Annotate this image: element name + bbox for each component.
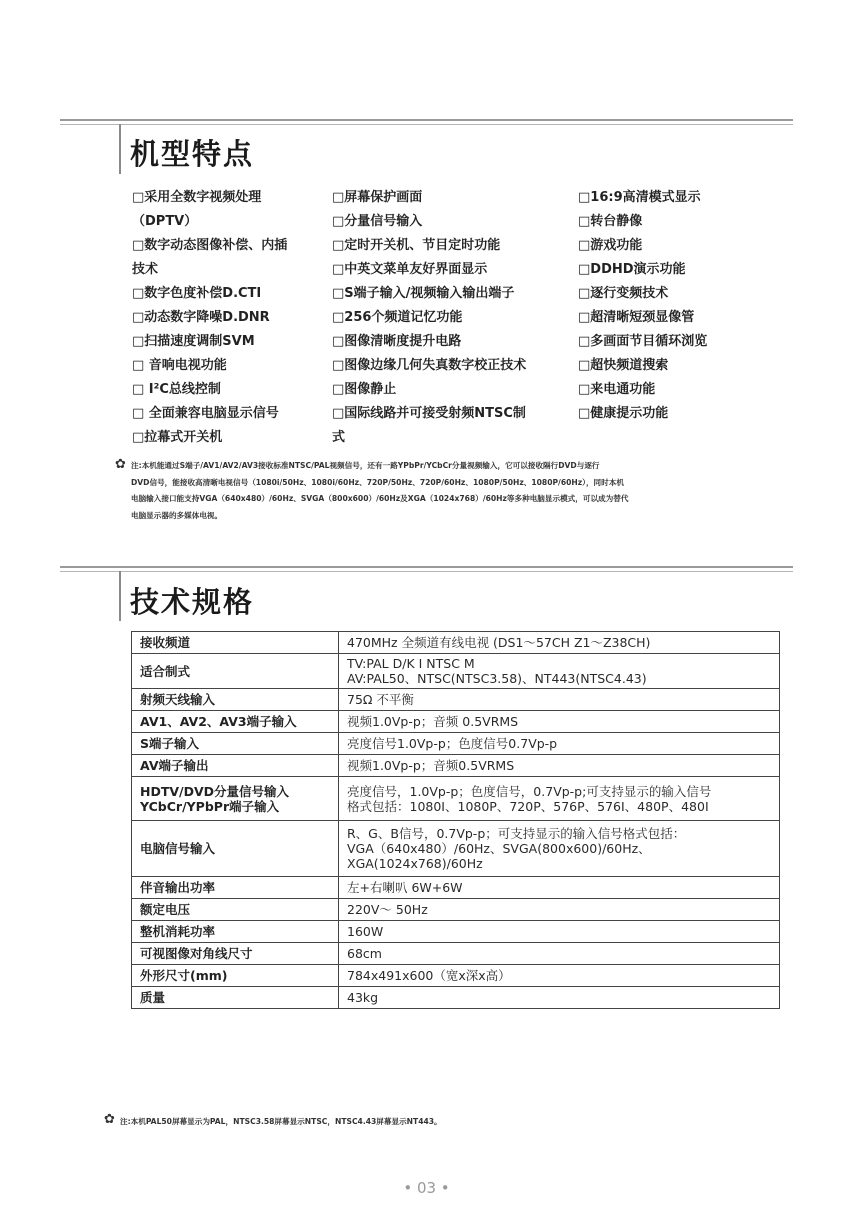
feature-item: □图像清晰度提升电路 xyxy=(332,334,462,349)
spec-label-line: HDTV/DVD分量信号输入 xyxy=(140,783,290,799)
spec-value xyxy=(339,877,780,899)
spec-value xyxy=(339,689,780,711)
note-line: 电脑显示器的多媒体电视。 xyxy=(131,510,223,520)
spec-row xyxy=(132,877,780,899)
feature-item: □ 全面兼容电脑显示信号 xyxy=(132,406,279,421)
spec-label-line: AV1、AV2、AV3端子输入 xyxy=(140,714,297,729)
flower-icon: ✿ xyxy=(115,457,126,472)
spec-value xyxy=(339,943,780,965)
feature-item: □动态数字降噪D.DNR xyxy=(132,310,270,325)
spec-row xyxy=(132,987,780,1009)
feature-item: □健康提示功能 xyxy=(578,406,669,421)
feature-item: □图像边缘几何失真数字校正技术 xyxy=(332,358,527,373)
spec-row xyxy=(132,899,780,921)
spec-label xyxy=(132,755,339,777)
specs-title: 技术规格 xyxy=(130,585,255,619)
spec-value-line: 220V～ 50Hz xyxy=(347,902,428,917)
feature-item: □图像静止 xyxy=(332,382,397,397)
spec-value-line: 左+右喇叭 6W+6W xyxy=(347,880,463,895)
spec-value-line: AV:PAL50、NTSC(NTSC3.58)、NT443(NTSC4.43) xyxy=(347,671,647,686)
feature-item: □采用全数字视频处理 xyxy=(132,190,262,205)
spec-row xyxy=(132,943,780,965)
spec-value-line: XGA(1024x768)/60Hz xyxy=(347,856,483,871)
title-accent-bar xyxy=(119,571,121,621)
feature-item: 式 xyxy=(332,430,346,445)
spec-row xyxy=(132,755,780,777)
spec-value xyxy=(339,711,780,733)
feature-item: □国际线路并可接受射频NTSC制 xyxy=(332,406,526,421)
spec-label xyxy=(132,777,339,821)
spec-value-line: 43kg xyxy=(347,990,379,1005)
feature-item: □定时开关机、节目定时功能 xyxy=(332,238,501,253)
spec-value xyxy=(339,821,780,877)
spec-value xyxy=(339,965,780,987)
spec-row xyxy=(132,821,780,877)
feature-item: □中英文菜单友好界面显示 xyxy=(332,262,488,277)
feature-item: □超清晰短颈显像管 xyxy=(578,310,695,325)
spec-value-line: 75Ω 不平衡 xyxy=(347,692,414,707)
spec-row xyxy=(132,654,780,689)
spec-label-line: 外形尺寸(mm) xyxy=(140,968,228,983)
spec-label-line: 可视图像对角线尺寸 xyxy=(140,946,253,961)
spec-label xyxy=(132,654,339,689)
spec-label-line: 整机消耗功率 xyxy=(140,924,216,939)
page-number: • 03 • xyxy=(403,1179,450,1197)
specs-note: 注:本机PAL50屏幕显示为PAL，NTSC3.58屏幕显示NTSC，NTSC4.43屏幕显示NT443。 xyxy=(120,1117,442,1126)
spec-label xyxy=(132,733,339,755)
spec-label xyxy=(132,965,339,987)
spec-value-line: R、G、B信号，0.7Vp-p；可支持显示的输入信号格式包括： xyxy=(347,826,686,841)
spec-label-line: 适合制式 xyxy=(140,663,191,679)
spec-value-line: 亮度信号，1.0Vp-p；色度信号，0.7Vp-p;可支持显示的输入信号 xyxy=(347,783,712,799)
spec-label xyxy=(132,921,339,943)
features-column-2 xyxy=(332,186,526,450)
spec-label xyxy=(132,711,339,733)
feature-item: 技术 xyxy=(132,262,159,277)
feature-item: □扫描速度调制SVM xyxy=(132,334,255,349)
spec-value-line: 784x491x600（宽x深x高） xyxy=(347,968,511,983)
feature-item: □16:9高清模式显示 xyxy=(578,190,701,205)
spec-label-line: AV端子输出 xyxy=(140,758,209,773)
specs-table xyxy=(131,631,780,1009)
spec-row xyxy=(132,965,780,987)
feature-item: □数字色度补偿D.CTI xyxy=(132,286,262,301)
spec-value-line: 160W xyxy=(347,924,384,939)
feature-item: □拉幕式开关机 xyxy=(132,430,223,445)
flower-icon: ✿ xyxy=(104,1112,115,1127)
spec-value-line: 视频1.0Vp-p；音频 0.5VRMS xyxy=(347,714,519,729)
spec-label xyxy=(132,987,339,1009)
feature-item: □多画面节目循环浏览 xyxy=(578,334,708,349)
spec-value xyxy=(339,632,780,654)
feature-item: （DPTV） xyxy=(132,214,198,229)
spec-label-line: YCbCr/YPbPr端子输入 xyxy=(140,798,280,814)
feature-item: □游戏功能 xyxy=(578,238,643,253)
spec-label-line: 接收频道 xyxy=(140,635,191,650)
spec-label xyxy=(132,632,339,654)
feature-item: □来电通功能 xyxy=(578,382,656,397)
spec-value-line: 视频1.0Vp-p；音频0.5VRMS xyxy=(347,758,515,773)
spec-value xyxy=(339,899,780,921)
spec-label-line: 伴音输出功率 xyxy=(140,880,216,895)
spec-label-line: S端子输入 xyxy=(140,736,200,751)
spec-row xyxy=(132,733,780,755)
feature-item: □逐行变频技术 xyxy=(578,286,669,301)
feature-item: □分量信号输入 xyxy=(332,214,423,229)
spec-label xyxy=(132,899,339,921)
spec-value-line: 470MHz 全频道有线电视 (DS1～57CH Z1～Z38CH) xyxy=(347,635,651,650)
spec-label-line: 电脑信号输入 xyxy=(140,841,216,856)
spec-label xyxy=(132,877,339,899)
spec-value-line: 亮度信号1.0Vp-p；色度信号0.7Vp-p xyxy=(347,736,558,751)
feature-item: □DDHD演示功能 xyxy=(578,262,686,277)
spec-label-line: 额定电压 xyxy=(140,902,191,917)
features-column-1 xyxy=(132,186,287,450)
features-title: 机型特点 xyxy=(130,137,255,171)
spec-value xyxy=(339,733,780,755)
feature-item: □转台静像 xyxy=(578,214,643,229)
feature-item: □ I²C总线控制 xyxy=(132,382,221,397)
spec-value-line: TV:PAL D/K I NTSC M xyxy=(347,656,475,671)
feature-item: □ 音响电视功能 xyxy=(132,358,227,373)
spec-row xyxy=(132,689,780,711)
features-note xyxy=(131,458,628,524)
spec-label xyxy=(132,943,339,965)
features-column-3 xyxy=(578,186,707,426)
section-divider xyxy=(60,566,793,572)
spec-label-line: 射频天线输入 xyxy=(140,692,216,707)
spec-row xyxy=(132,921,780,943)
spec-label-line: 质量 xyxy=(140,990,166,1005)
section-divider xyxy=(60,119,793,125)
spec-value-line: VGA（640x480）/60Hz、SVGA(800x600)/60Hz、 xyxy=(347,841,651,856)
spec-row xyxy=(132,777,780,821)
feature-item: □超快频道搜索 xyxy=(578,358,669,373)
feature-item: □屏幕保护画面 xyxy=(332,190,423,205)
note-line: 电脑输入接口能支持VGA（640x480）/60Hz、SVGA（800x600）/60Hz及XGA（1024x768）/60Hz等多种电脑显示模式，可以成为替代 xyxy=(131,494,629,503)
feature-item: □256个频道记忆功能 xyxy=(332,310,463,325)
spec-value xyxy=(339,777,780,821)
spec-value xyxy=(339,654,780,689)
note-line: 注:本机能通过S端子/AV1/AV2/AV3接收标准NTSC/PAL视频信号，还有一路YPbPr/YCbCr分量视频输入，它可以接收隔行DVD与逐行 xyxy=(131,461,600,470)
spec-row xyxy=(132,632,780,654)
feature-item: □S端子输入/视频输入输出端子 xyxy=(332,286,515,301)
spec-value xyxy=(339,755,780,777)
spec-row xyxy=(132,711,780,733)
spec-label xyxy=(132,821,339,877)
spec-value-line: 68cm xyxy=(347,946,382,961)
spec-value xyxy=(339,921,780,943)
spec-value xyxy=(339,987,780,1009)
spec-label xyxy=(132,689,339,711)
feature-item: □数字动态图像补偿、内插 xyxy=(132,238,288,253)
spec-value-line: 格式包括：1080I、1080P、720P、576P、576I、480P、480I xyxy=(347,798,709,814)
note-line: DVD信号，能接收高清晰电视信号（1080i/50Hz、1080i/60Hz、720P/50Hz、720P/60Hz、1080P/50Hz、1080P/60Hz），同时本机 xyxy=(131,477,624,487)
title-accent-bar xyxy=(119,124,121,174)
